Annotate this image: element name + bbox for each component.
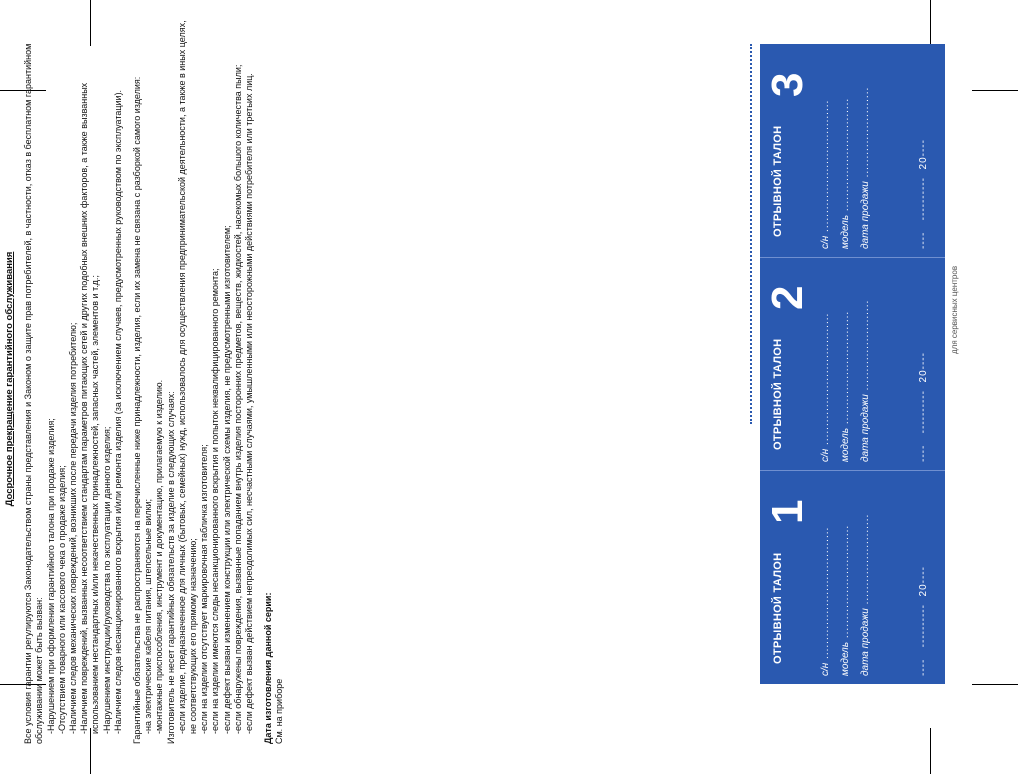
- model-line: модель ..............................: [840, 97, 851, 249]
- date-fill-line: ---- ---------- 20----: [918, 139, 929, 249]
- scope-item: -на электрические кабеля питания, штепсельные вилки;: [143, 498, 154, 734]
- serial-line: с/н ...................................: [820, 312, 831, 462]
- warranty-text: [4, 14, 286, 744]
- liability-item: -если на изделии отсутствует маркировочная табличка изготовителя;: [199, 444, 210, 734]
- manufacture-date-value: См. на приборе: [274, 678, 285, 744]
- reason-item: -Нарушением при оформлении гарантийного талона при продаже изделия;: [45, 418, 56, 734]
- sale-date-line: дата продажи ........................: [860, 299, 871, 462]
- coupon-number: 1: [763, 499, 812, 524]
- perforation-line: [750, 44, 752, 424]
- reason-item: -Наличием повреждений, вызванных несоответствием стандартам параметров питающих сетей и других подобных внешних факторов, а также вызванных использованием нестандартных и/или некачественных принадлежностей, запасных частей, элементов и т.д.;: [79, 82, 101, 734]
- tear-off-coupon: [760, 471, 945, 684]
- tear-off-coupon: [760, 44, 945, 258]
- liability-paragraph: Изготовитель не несет гарантийных обязательств за изделие в следующих случаях:: [165, 391, 176, 744]
- sale-date-line: дата продажи ........................: [860, 513, 871, 676]
- reason-item: -Наличием следов несанкционированного вскрытия и/или ремонта изделия (за исключением случаев, предусмотренных руководством по эксплуатации).: [112, 89, 123, 734]
- coupon-title: ОТРЫВНОЙ ТАЛОН: [772, 125, 784, 237]
- service-centers-label: для сервисных центров: [950, 265, 959, 354]
- date-fill-line: ---- ---------- 20----: [918, 352, 929, 462]
- date-fill-line: ---- ---------- 20----: [918, 566, 929, 676]
- reason-item: -Нарушением инструкции/руководства по эксплуатации данного изделия;: [101, 426, 112, 734]
- sale-date-line: дата продажи ........................: [860, 86, 871, 249]
- reason-item: -Отсутствием товарного или кассового чека о продаже изделия;: [56, 465, 67, 734]
- liability-item: -если дефект вызван действием непреодолимых сил, несчастными случаями, умышленными или неосторожными действиями потребителя или третьих лиц.: [244, 73, 255, 734]
- coupon-title: ОТРЫВНОЙ ТАЛОН: [772, 338, 784, 450]
- coupon-strip: [760, 44, 945, 684]
- scope-paragraph: Гарантийные обязательства не распространяются на перечисленные ниже принадлежности, изделия, если их замена не связана с разборкой самого изделия:: [132, 76, 143, 744]
- coupon-number: 2: [763, 285, 812, 310]
- coupon-title: ОТРЫВНОЙ ТАЛОН: [772, 552, 784, 664]
- liability-item: -если дефект вызван изменением конструкции или электрической схемы изделия, не предусмотренными изготовителем;: [221, 225, 232, 734]
- liability-item: -если обнаружены повреждения, вызванные попаданием внутрь изделия посторонних предметов, веществ, жидкостей, насекомых большого количества пыли;: [232, 64, 243, 734]
- manufacture-date-label: Дата изготовления данной серии:: [263, 592, 274, 744]
- liability-item: -если изделие, предназначенное для личных (бытовых, семейных) нужд, использовалось для осуществления предпринимательской деятельности, а также в иных целях, не соответствующих его прямому назначению;: [176, 20, 199, 734]
- model-line: модель ..............................: [840, 310, 851, 462]
- tear-off-coupon: [760, 257, 945, 471]
- model-line: модель ..............................: [840, 524, 851, 676]
- page-title: Досрочное прекращение гарантийного обслуживания: [4, 251, 15, 507]
- reason-item: -Наличием следов механических повреждений, возникших после передачи изделия потребителю;: [68, 322, 79, 734]
- scope-item: -монтажные приспособления, инструмент и документацию, прилагаемую к изделию.: [154, 379, 165, 734]
- serial-line: с/н ...................................: [820, 99, 831, 249]
- liability-item: -если на изделии имеются следы несанкционированного вскрытия и попыток неквалифицированного ремонта;: [210, 268, 221, 734]
- intro-paragraph: Все условия гарантии регулируются Законодательством страны представления и Законом о защите прав потребителей, в частности, отказ в бесплатном гарантийном обслуживании может быть вызван:: [23, 43, 45, 744]
- coupon-number: 3: [763, 72, 812, 97]
- serial-line: с/н ...................................: [820, 526, 831, 676]
